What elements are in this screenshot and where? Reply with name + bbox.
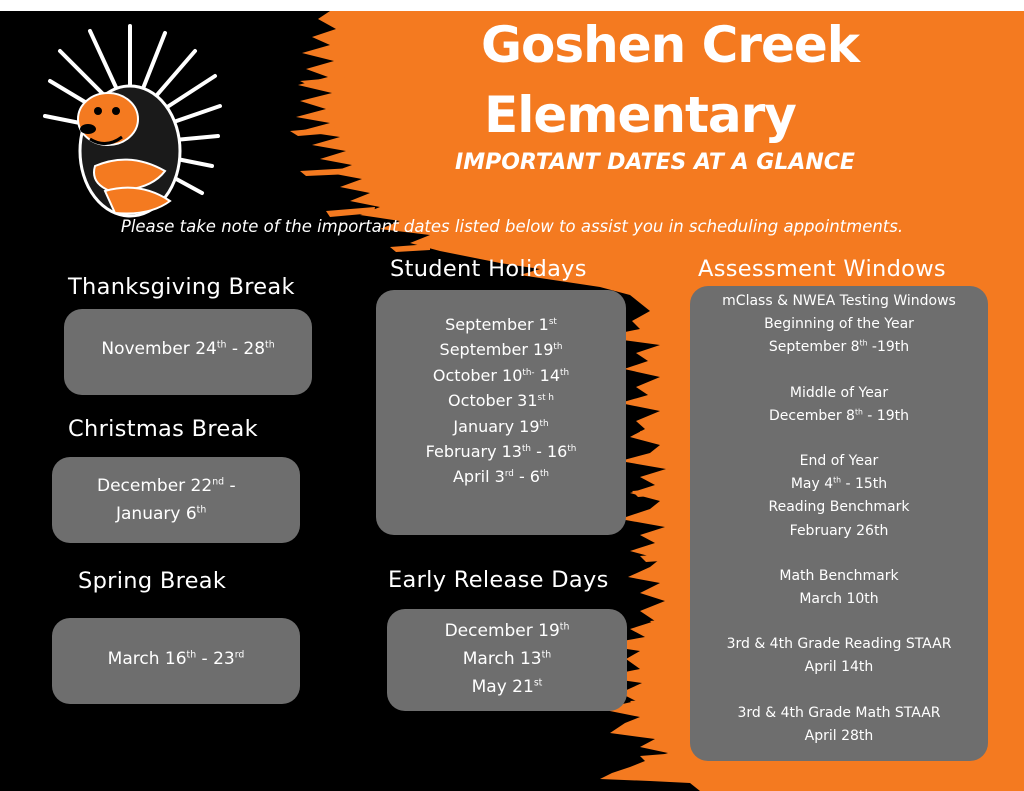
spring-heading: Spring Break	[78, 568, 227, 594]
early-release-heading: Early Release Days	[388, 567, 609, 593]
assessment-line: Beginning of the Year	[764, 316, 914, 333]
holiday-date: April 3rd - 6th	[452, 467, 550, 487]
thanksgiving-date: November 24th - 28th	[101, 339, 275, 359]
holiday-date: February 13th - 16th	[425, 442, 577, 462]
assessment-windows-box	[690, 286, 988, 761]
holiday-date: October $10^{th-}$ 14th	[432, 365, 570, 385]
student-holidays-box	[376, 290, 626, 535]
assessment-line: December 8th - 19th	[769, 407, 909, 424]
holiday-date: September 1st	[445, 315, 557, 334]
holiday-date: October $31^{st h}$	[448, 391, 554, 411]
school-name-line2: Elementary	[484, 86, 796, 144]
assessment-line: mClass & NWEA Testing Windows	[722, 293, 956, 309]
intro-text: Please take note of the important dates listed below to assist you in scheduling appointments.	[120, 217, 904, 236]
assessment-line: Reading Benchmark	[768, 499, 910, 516]
assessment-line: Middle of Year	[789, 384, 889, 401]
spacer	[690, 428, 988, 450]
school-name-line1: Goshen Creek	[480, 16, 860, 74]
porcupine-mascot-icon	[45, 26, 220, 216]
early-release-date: May 21st	[471, 677, 543, 697]
christmas-date-start: December 22nd -	[97, 476, 236, 496]
subtitle: IMPORTANT DATES AT A GLANCE	[455, 150, 855, 175]
spring-dates-box	[52, 618, 300, 704]
holiday-date: January 19th	[453, 416, 549, 436]
holiday-date: September 19th	[439, 340, 563, 360]
thanksgiving-dates-box	[64, 309, 312, 395]
assessment-line: 3rd & 4th Grade Reading STAAR	[726, 636, 952, 653]
assessment-line: Math Benchmark	[779, 567, 899, 584]
assessment-line: March 10th	[799, 591, 879, 608]
early-release-box	[387, 609, 627, 711]
assessment-line: End of Year	[799, 453, 879, 470]
assessment-line: September 8th -19th	[768, 339, 910, 356]
christmas-heading: Christmas Break	[68, 416, 258, 442]
poster	[0, 11, 1024, 791]
spacer	[690, 680, 988, 702]
student-holidays-heading: Student Holidays	[390, 256, 587, 282]
christmas-dates-box	[52, 457, 300, 543]
spring-date: March 16th - 23rd	[107, 649, 245, 669]
assessment-line: May 4th - 15th	[790, 475, 888, 493]
early-release-date: March 13th	[462, 649, 552, 669]
thanksgiving-heading: Thanksgiving Break	[68, 274, 295, 300]
assessment-line: April 28th	[804, 727, 874, 744]
assessment-heading: Assessment Windows	[698, 256, 946, 282]
christmas-date-end: January 6th	[116, 504, 207, 524]
early-release-date: December 19th	[444, 621, 570, 641]
assessment-line: February 26th	[789, 522, 889, 539]
assessment-line: April 14th	[804, 659, 874, 676]
assessment-line: 3rd & 4th Grade Math STAAR	[737, 704, 941, 721]
spacer	[690, 543, 988, 565]
spacer	[690, 360, 988, 382]
spacer	[690, 611, 988, 633]
